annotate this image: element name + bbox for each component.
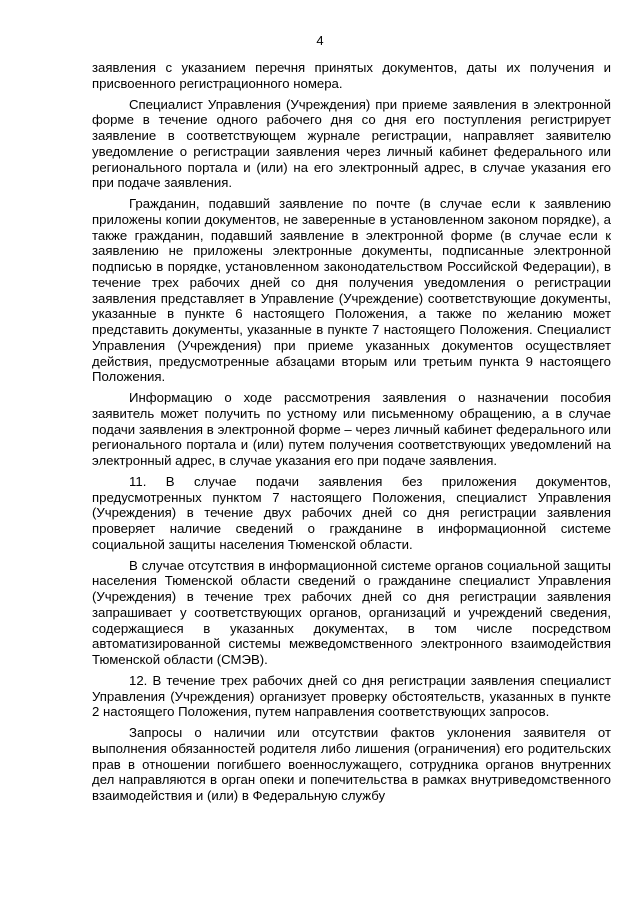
paragraph-guardianship-requests: Запросы о наличии или отсутствии фактов уклонения заявителя от выполнения обязанностей родителя либо лишения (ограничения) его родительских прав в отношении погибшего военнослужащего, сотрудника органов внутренних дел направляются в орган опеки и попечительства в рамках внутриведомственного взаимодействия и (или) в Федеральную службу (92, 725, 611, 803)
paragraph-clause-12: 12. В течение трех рабочих дней со дня регистрации заявления специалист Управления (Учреждения) организует проверку обстоятельств, указанных в пункте 2 настоящего Положения, путем направления соответствующих запросов. (92, 672, 611, 720)
paragraph-status-information: Информацию о ходе рассмотрения заявления о назначении пособия заявитель может получить по устному или письменному обращению, а в случае подачи заявления в электронной форме – через личный кабинет федерального или регионального портала и (или) путем получения соответствующих уведомлений на электронный адрес, в случае указания его при подаче заявления. (92, 390, 611, 468)
page-number: 4 (316, 33, 324, 48)
paragraph-clause-11: 11. В случае подачи заявления без приложения документов, предусмотренных пунктом 7 настоящего Положения, специалист Управления (Учреждения) в течение двух рабочих дней со дня регистрации заявления проверяет наличие сведений о гражданине в информационной системе социальной защиты населения Тюменской области. (92, 473, 611, 552)
paragraph-continued: заявления с указанием перечня принятых документов, даты их получения и присвоенного регистрационного номера. (92, 60, 611, 91)
document-body (92, 60, 611, 809)
paragraph-interagency-request: В случае отсутствия в информационной системе органов социальной защиты населения Тюменской области сведений о гражданине специалист Управления (Учреждения) в течение трех рабочих дней со дня регистрации заявления запрашивает у соответствующих органов, организаций и учреждений сведения, содержащиеся в указанных документах, в том числе посредством автоматизированной системы межведомственного электронного взаимодействия Тюменской области (СМЭВ). (92, 557, 611, 667)
paragraph-postal-submission: Гражданин, подавший заявление по почте (в случае если к заявлению приложены копии документов, не заверенные в установленном законом порядке), а также гражданин, подавший заявление в электронной форме (в случае если к заявлению не приложены электронные документы, подписанные электронной подписью в порядке, установленном законодательством Российской Федерации), в течение трех рабочих дней со дня получения уведомления о регистрации заявления представляет в Управление (Учреждение) соответствующие документы, указанные в пункте 6 настоящего Положения, а также по желанию может представить документы, указанные в пункте 7 настоящего Положения. Специалист Управления (Учреждения) при приеме указанных документов осуществляет действия, предусмотренные абзацами вторым или третьим пункта 9 настоящего Положения. (92, 196, 611, 385)
paragraph-electronic-registration: Специалист Управления (Учреждения) при приеме заявления в электронной форме в течение одного рабочего дня со дня его поступления регистрирует заявление в соответствующем журнале регистрации, направляет заявителю уведомление о регистрации заявления через личный кабинет федерального или регионального портала и (или) на его электронный адрес, в случае указания его при подаче заявления. (92, 96, 611, 191)
